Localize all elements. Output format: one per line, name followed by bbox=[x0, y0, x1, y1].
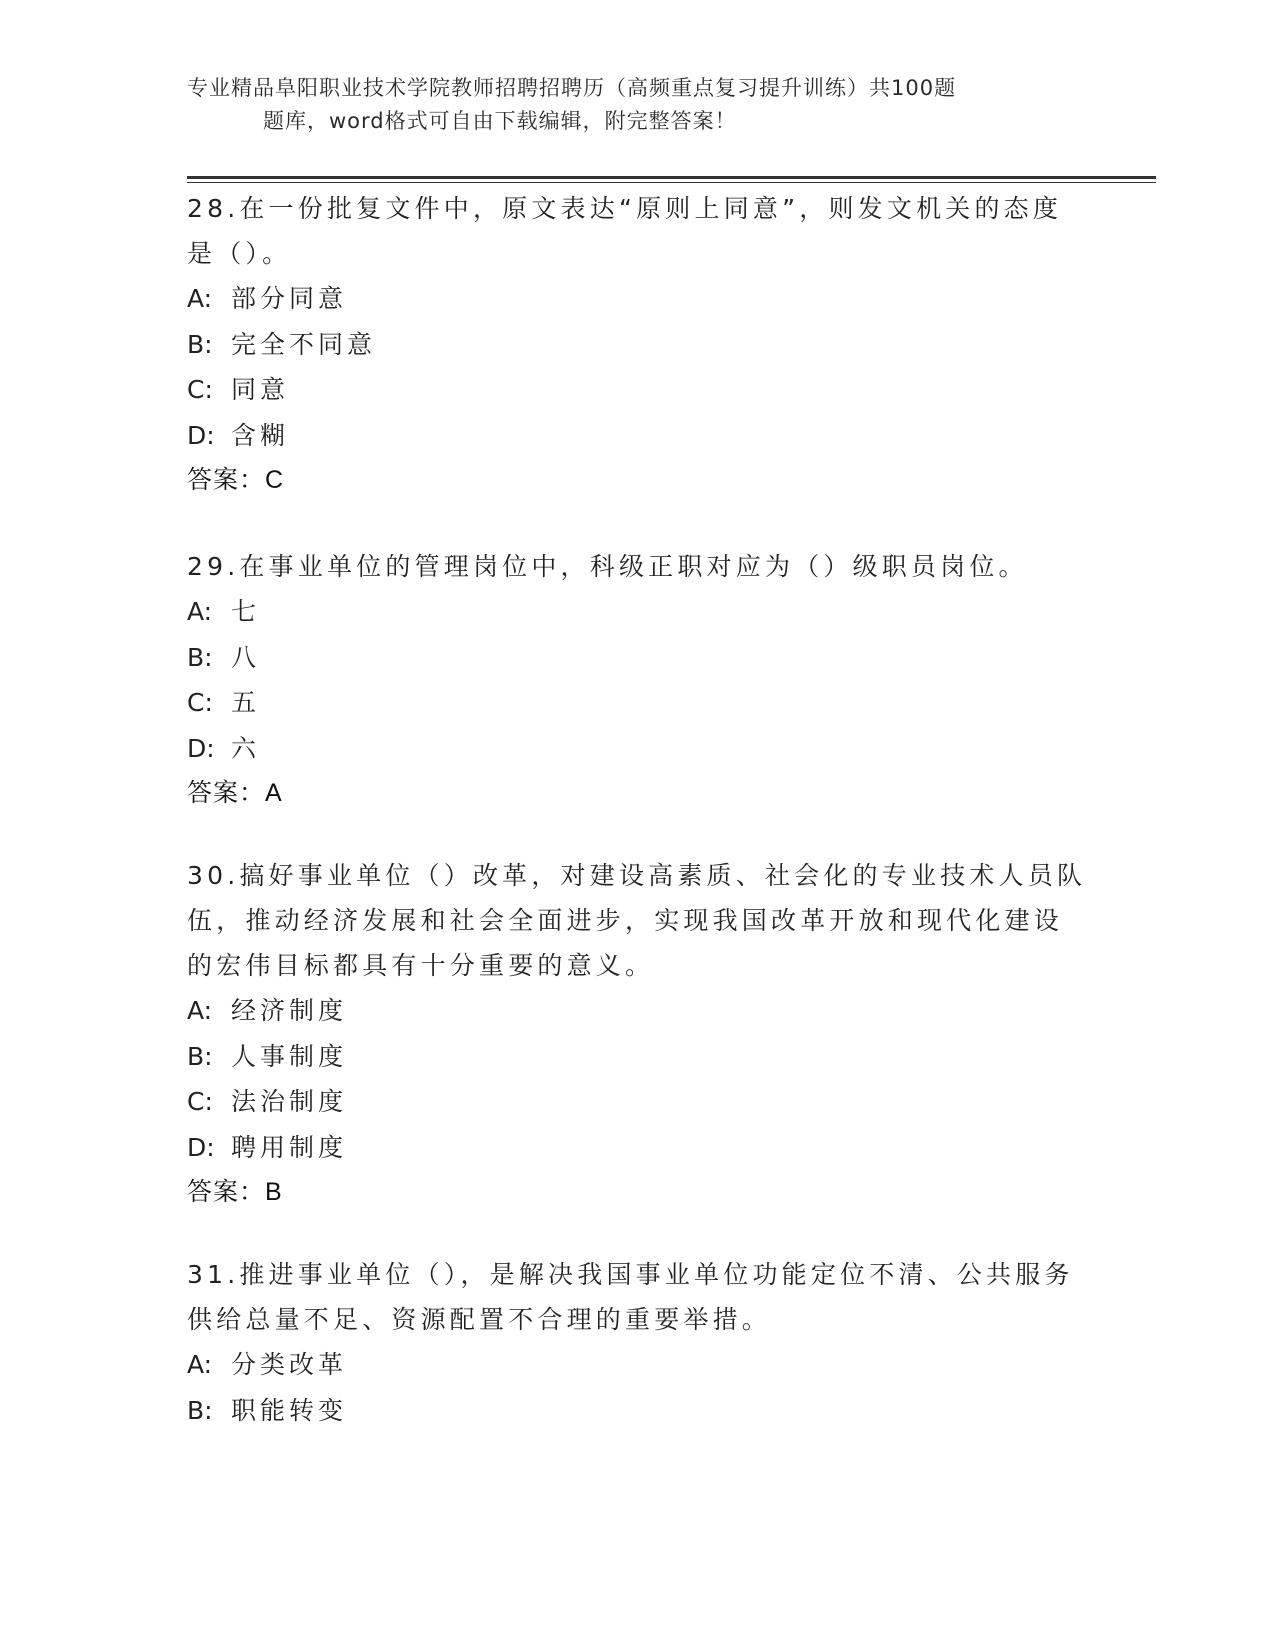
document-header bbox=[187, 72, 1087, 138]
option-text: 经济制度 bbox=[231, 996, 348, 1025]
option-text: 人事制度 bbox=[231, 1041, 348, 1071]
option-key: D: bbox=[187, 1132, 215, 1162]
option-text: 聘用制度 bbox=[231, 1132, 348, 1162]
option-key: B: bbox=[187, 1041, 213, 1071]
option-key: C: bbox=[187, 1087, 213, 1116]
option-text: 五 bbox=[231, 688, 261, 717]
option-key: C: bbox=[187, 688, 213, 717]
option-text: 职能转变 bbox=[231, 1395, 348, 1425]
option-text: 六 bbox=[231, 733, 261, 763]
option-key: D: bbox=[187, 733, 215, 763]
option-key: A: bbox=[187, 284, 213, 313]
option-a bbox=[187, 988, 1087, 1034]
option-a bbox=[187, 276, 1087, 322]
option-key: A: bbox=[187, 1350, 213, 1379]
question-28 bbox=[187, 186, 1087, 503]
question-30 bbox=[187, 853, 1087, 1215]
option-b bbox=[187, 322, 1087, 368]
header-divider-thick bbox=[187, 176, 1156, 179]
option-key: B: bbox=[187, 642, 213, 672]
option-key: C: bbox=[187, 375, 213, 404]
option-key: A: bbox=[187, 597, 213, 626]
question-29 bbox=[187, 544, 1087, 816]
header-title-line1: 专业精品阜阳职业技术学院教师招聘招聘历（高频重点复习提升训练）共100题 bbox=[187, 76, 957, 100]
answer: 答案：C bbox=[187, 466, 285, 494]
option-key: A: bbox=[187, 996, 213, 1025]
answer: 答案：A bbox=[187, 779, 283, 807]
option-text: 分类改革 bbox=[231, 1350, 348, 1379]
option-key: B: bbox=[187, 1395, 213, 1425]
option-a bbox=[187, 1342, 1087, 1388]
option-c bbox=[187, 1079, 1087, 1125]
option-text: 完全不同意 bbox=[231, 329, 377, 359]
question-text: 30.搞好事业单位（）改革，对建设高素质、社会化的专业技术人员队伍，推动经济发展和社会全面进步，实现我国改革开放和现代化建设的宏伟目标都具有十分重要的意义。 bbox=[187, 861, 1087, 980]
option-text: 部分同意 bbox=[231, 284, 348, 313]
header-divider-thin bbox=[187, 182, 1156, 183]
option-d bbox=[187, 413, 1087, 459]
option-c bbox=[187, 680, 1087, 726]
option-key: B: bbox=[187, 329, 213, 359]
question-text: 29.在事业单位的管理岗位中，科级正职对应为（）级职员岗位。 bbox=[187, 552, 1028, 581]
option-b bbox=[187, 635, 1087, 681]
header-title-line2: 题库，word格式可自由下载编辑，附完整答案！ bbox=[263, 109, 737, 133]
option-d bbox=[187, 1125, 1087, 1171]
option-text: 法治制度 bbox=[231, 1087, 348, 1116]
question-text: 28.在一份批复文件中，原文表达“原则上同意”，则发文机关的态度是（）。 bbox=[187, 194, 1063, 268]
option-text: 八 bbox=[231, 642, 261, 672]
option-b bbox=[187, 1388, 1087, 1434]
question-text: 31.推进事业单位（），是解决我国事业单位功能定位不清、公共服务供给总量不足、资源配置不合理的重要举措。 bbox=[187, 1260, 1074, 1334]
option-text: 七 bbox=[231, 597, 261, 626]
question-31 bbox=[187, 1252, 1087, 1433]
option-c bbox=[187, 367, 1087, 413]
option-text: 含糊 bbox=[231, 420, 290, 450]
answer: 答案：B bbox=[187, 1178, 283, 1206]
option-text: 同意 bbox=[231, 375, 290, 404]
option-key: D: bbox=[187, 420, 215, 450]
option-b bbox=[187, 1034, 1087, 1080]
option-d bbox=[187, 726, 1087, 772]
option-a bbox=[187, 589, 1087, 635]
